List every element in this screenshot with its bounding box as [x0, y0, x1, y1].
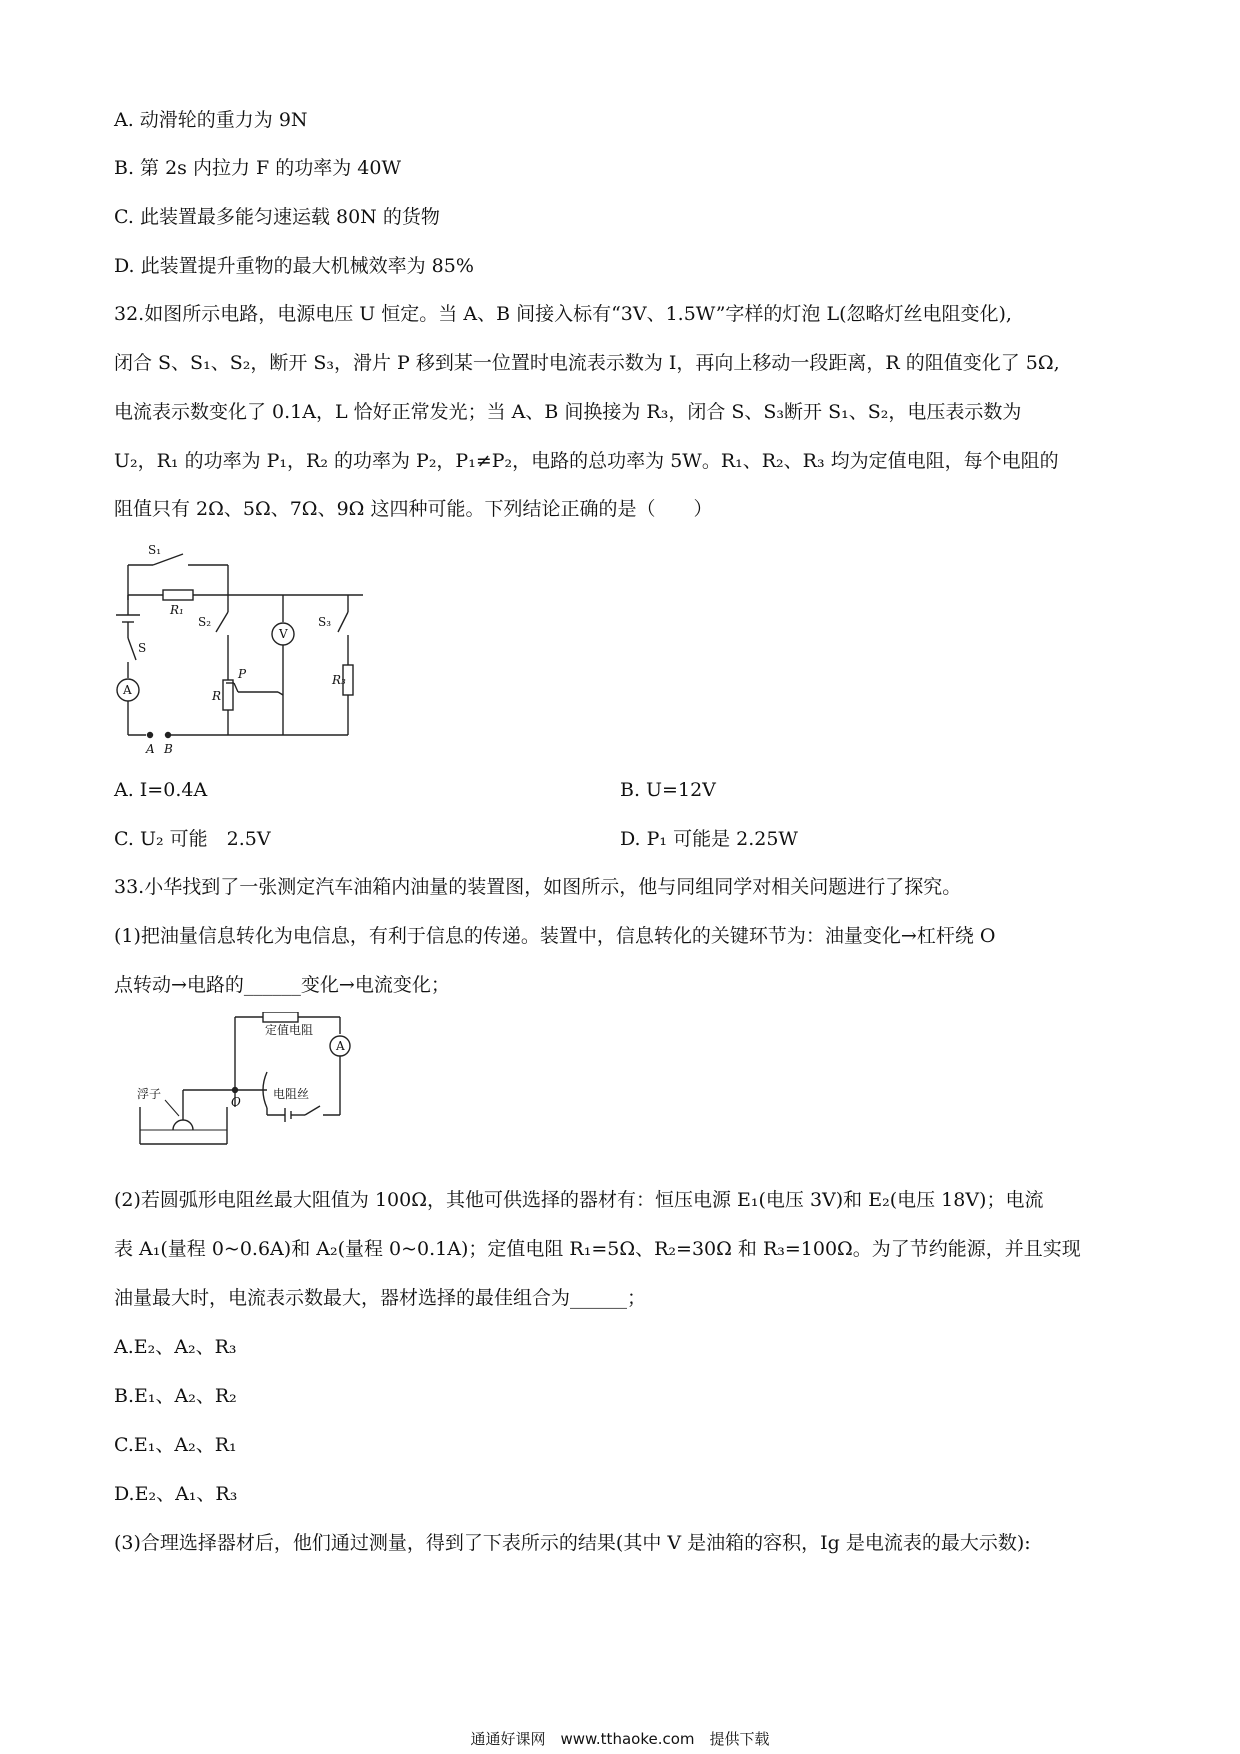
- r1-label: R₁: [170, 603, 184, 617]
- q31-option-b: B. 第 2s 内拉力 F 的功率为 40W: [114, 157, 401, 179]
- s-label: S: [138, 641, 147, 655]
- p-label: P: [238, 667, 247, 681]
- a-meter-label: A: [123, 683, 132, 697]
- q33-stem: 33.小华找到了一张测定汽车油箱内油量的装置图，如图所示，他与同组同学对相关问题进行了探究。: [114, 876, 962, 898]
- v-meter-label: V: [279, 627, 288, 641]
- q33-option-b: B.E₁、A₂、R₂: [114, 1385, 237, 1407]
- ammeter-label: A: [336, 1039, 345, 1053]
- r3-label: R₃: [332, 673, 346, 687]
- b-terminal-label: B: [164, 742, 173, 756]
- q32-stem-line-5: 阻值只有 2Ω、5Ω、7Ω、9Ω 这四种可能。下列结论正确的是（ ）: [114, 498, 713, 520]
- s2-label: S₂: [198, 615, 212, 629]
- q33-option-d: D.E₂、A₁、R₃: [114, 1483, 238, 1505]
- q32-option-a: A. I=0.4A: [114, 779, 208, 801]
- q31-option-a: A. 动滑轮的重力为 9N: [114, 109, 308, 131]
- resistance-wire-label: 电阻丝: [273, 1087, 310, 1101]
- a-terminal-label: A: [146, 742, 155, 756]
- q33-part3: (3)合理选择器材后，他们通过测量，得到了下表所示的结果(其中 V 是油箱的容积，Ig 是电流表的最大示数):: [114, 1532, 1031, 1554]
- q33-option-a: A.E₂、A₂、R₃: [114, 1336, 237, 1358]
- fixed-resistor-label: 定值电阻: [265, 1023, 314, 1037]
- q32-option-b: B. U=12V: [620, 779, 716, 801]
- r-label: R: [212, 689, 222, 703]
- q33-part2-line-1: (2)若圆弧形电阻丝最大阻值为 100Ω，其他可供选择的器材有：恒压电源 E₁(电压 3V)和 E₂(电压 18V)；电流: [114, 1189, 1044, 1211]
- q31-option-d: D. 此装置提升重物的最大机械效率为 85%: [114, 255, 474, 277]
- q33-option-c: C.E₁、A₂、R₁: [114, 1434, 237, 1456]
- page-footer: 通通好课网 www.tthaoke.com 提供下载: [470, 1730, 770, 1748]
- q33-part2-line-2: 表 A₁(量程 0~0.6A)和 A₂(量程 0~0.1A)；定值电阻 R₁=5Ω、R₂=30Ω 和 R₃=100Ω。为了节约能源，并且实现: [114, 1238, 1081, 1260]
- q32-stem-line-4: U₂，R₁ 的功率为 P₁，R₂ 的功率为 P₂，P₁≠P₂，电路的总功率为 5W。R₁、R₂、R₃ 均为定值电阻，每个电阻的: [114, 450, 1059, 472]
- pivot-o-label: O: [231, 1095, 241, 1109]
- q32-option-c: C. U₂ 可能 2.5V: [114, 828, 271, 850]
- s3-label: S₃: [318, 615, 332, 629]
- q33-part1-line-1: (1)把油量信息转化为电信息，有利于信息的传递。装置中，信息转化的关键环节为：油量变化→杠杆绕 O: [114, 925, 996, 947]
- q31-option-c: C. 此装置最多能匀速运载 80N 的货物: [114, 206, 440, 228]
- q33-device-figure: [135, 1012, 375, 1152]
- q32-stem-line-1: 32.如图所示电路，电源电压 U 恒定。当 A、B 间接入标有“3V、1.5W”字样的灯泡 L(忽略灯丝电阻变化),: [114, 303, 1012, 325]
- float-label: 浮子: [137, 1087, 162, 1101]
- q33-part2-line-3: 油量最大时，电流表示数最大，器材选择的最佳组合为______；: [114, 1287, 647, 1309]
- q33-part1-line-2: 点转动→电路的______变化→电流变化；: [114, 974, 450, 996]
- q32-stem-line-3: 电流表示数变化了 0.1A，L 恰好正常发光；当 A、B 间换接为 R₃，闭合 S、S₃断开 S₁、S₂，电压表示数为: [114, 401, 1022, 423]
- s1-label: S₁: [148, 543, 162, 557]
- q32-option-d: D. P₁ 可能是 2.25W: [620, 828, 798, 850]
- q32-stem-line-2: 闭合 S、S₁、S₂，断开 S₃，滑片 P 移到某一位置时电流表示数为 I，再向上移动一段距离，R 的阻值变化了 5Ω,: [114, 352, 1060, 374]
- q32-circuit-figure: [108, 540, 388, 760]
